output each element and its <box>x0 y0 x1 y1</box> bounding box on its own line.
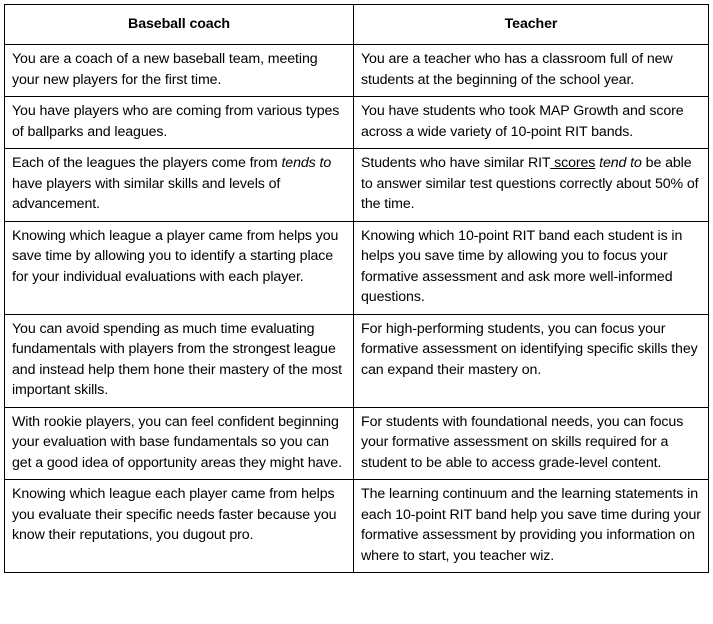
teacher-text-pre: Students who have similar RIT <box>361 155 551 171</box>
teacher-cell: You have students who took MAP Growth and score across a wide variety of 10-point RIT bands. <box>354 97 709 149</box>
teacher-cell: For students with foundational needs, you can focus your formative assessment on skills required for a student to be able to access grade-level content. <box>354 407 709 480</box>
comparison-table <box>4 4 709 573</box>
table-row <box>5 480 709 573</box>
coach-text-pre: Each of the leagues the players come from <box>12 155 282 171</box>
table-row <box>5 314 709 407</box>
teacher-text-underline: scores <box>550 155 596 171</box>
coach-cell <box>5 149 354 222</box>
table-header-row <box>5 5 709 45</box>
teacher-cell <box>354 149 709 222</box>
teacher-cell: For high-performing students, you can focus your formative assessment on identifying specific skills they can expand their mastery on. <box>354 314 709 407</box>
coach-cell: You can avoid spending as much time evaluating fundamentals with players from the strongest league and instead help them hone their mastery of the most important skills. <box>5 314 354 407</box>
teacher-cell: You are a teacher who has a classroom full of new students at the beginning of the school year. <box>354 45 709 97</box>
header-baseball-coach: Baseball coach <box>5 5 354 45</box>
table-row <box>5 149 709 222</box>
coach-cell: You have players who are coming from various types of ballparks and leagues. <box>5 97 354 149</box>
comparison-table-wrapper <box>4 4 709 573</box>
header-teacher: Teacher <box>354 5 709 45</box>
teacher-cell: Knowing which 10-point RIT band each student is in helps you save time by allowing you to focus your formative assessment and ask more well-informed questions. <box>354 221 709 314</box>
teacher-text-emphasis: tend to <box>599 155 642 171</box>
coach-cell: Knowing which league a player came from helps you save time by allowing you to identify a starting place for your individual evaluations with each player. <box>5 221 354 314</box>
table-row <box>5 97 709 149</box>
coach-cell: With rookie players, you can feel confident beginning your evaluation with base fundamentals so you can get a good idea of opportunity areas they might have. <box>5 407 354 480</box>
table-row <box>5 407 709 480</box>
teacher-cell: The learning continuum and the learning statements in each 10-point RIT band help you save time during your formative assessment by providing you information on where to start, you teacher wiz. <box>354 480 709 573</box>
coach-text-post: have players with similar skills and levels of advancement. <box>12 175 281 212</box>
coach-cell: Knowing which league each player came from helps you evaluate their specific needs faster because you know their reputations, you dugout pro. <box>5 480 354 573</box>
table-row <box>5 221 709 314</box>
table-row <box>5 45 709 97</box>
coach-text-emphasis: tends to <box>281 155 332 171</box>
teacher-text-post: be able to answer similar test questions correctly about 50% of the time. <box>361 155 699 212</box>
coach-cell: You are a coach of a new baseball team, meeting your new players for the first time. <box>5 45 354 97</box>
